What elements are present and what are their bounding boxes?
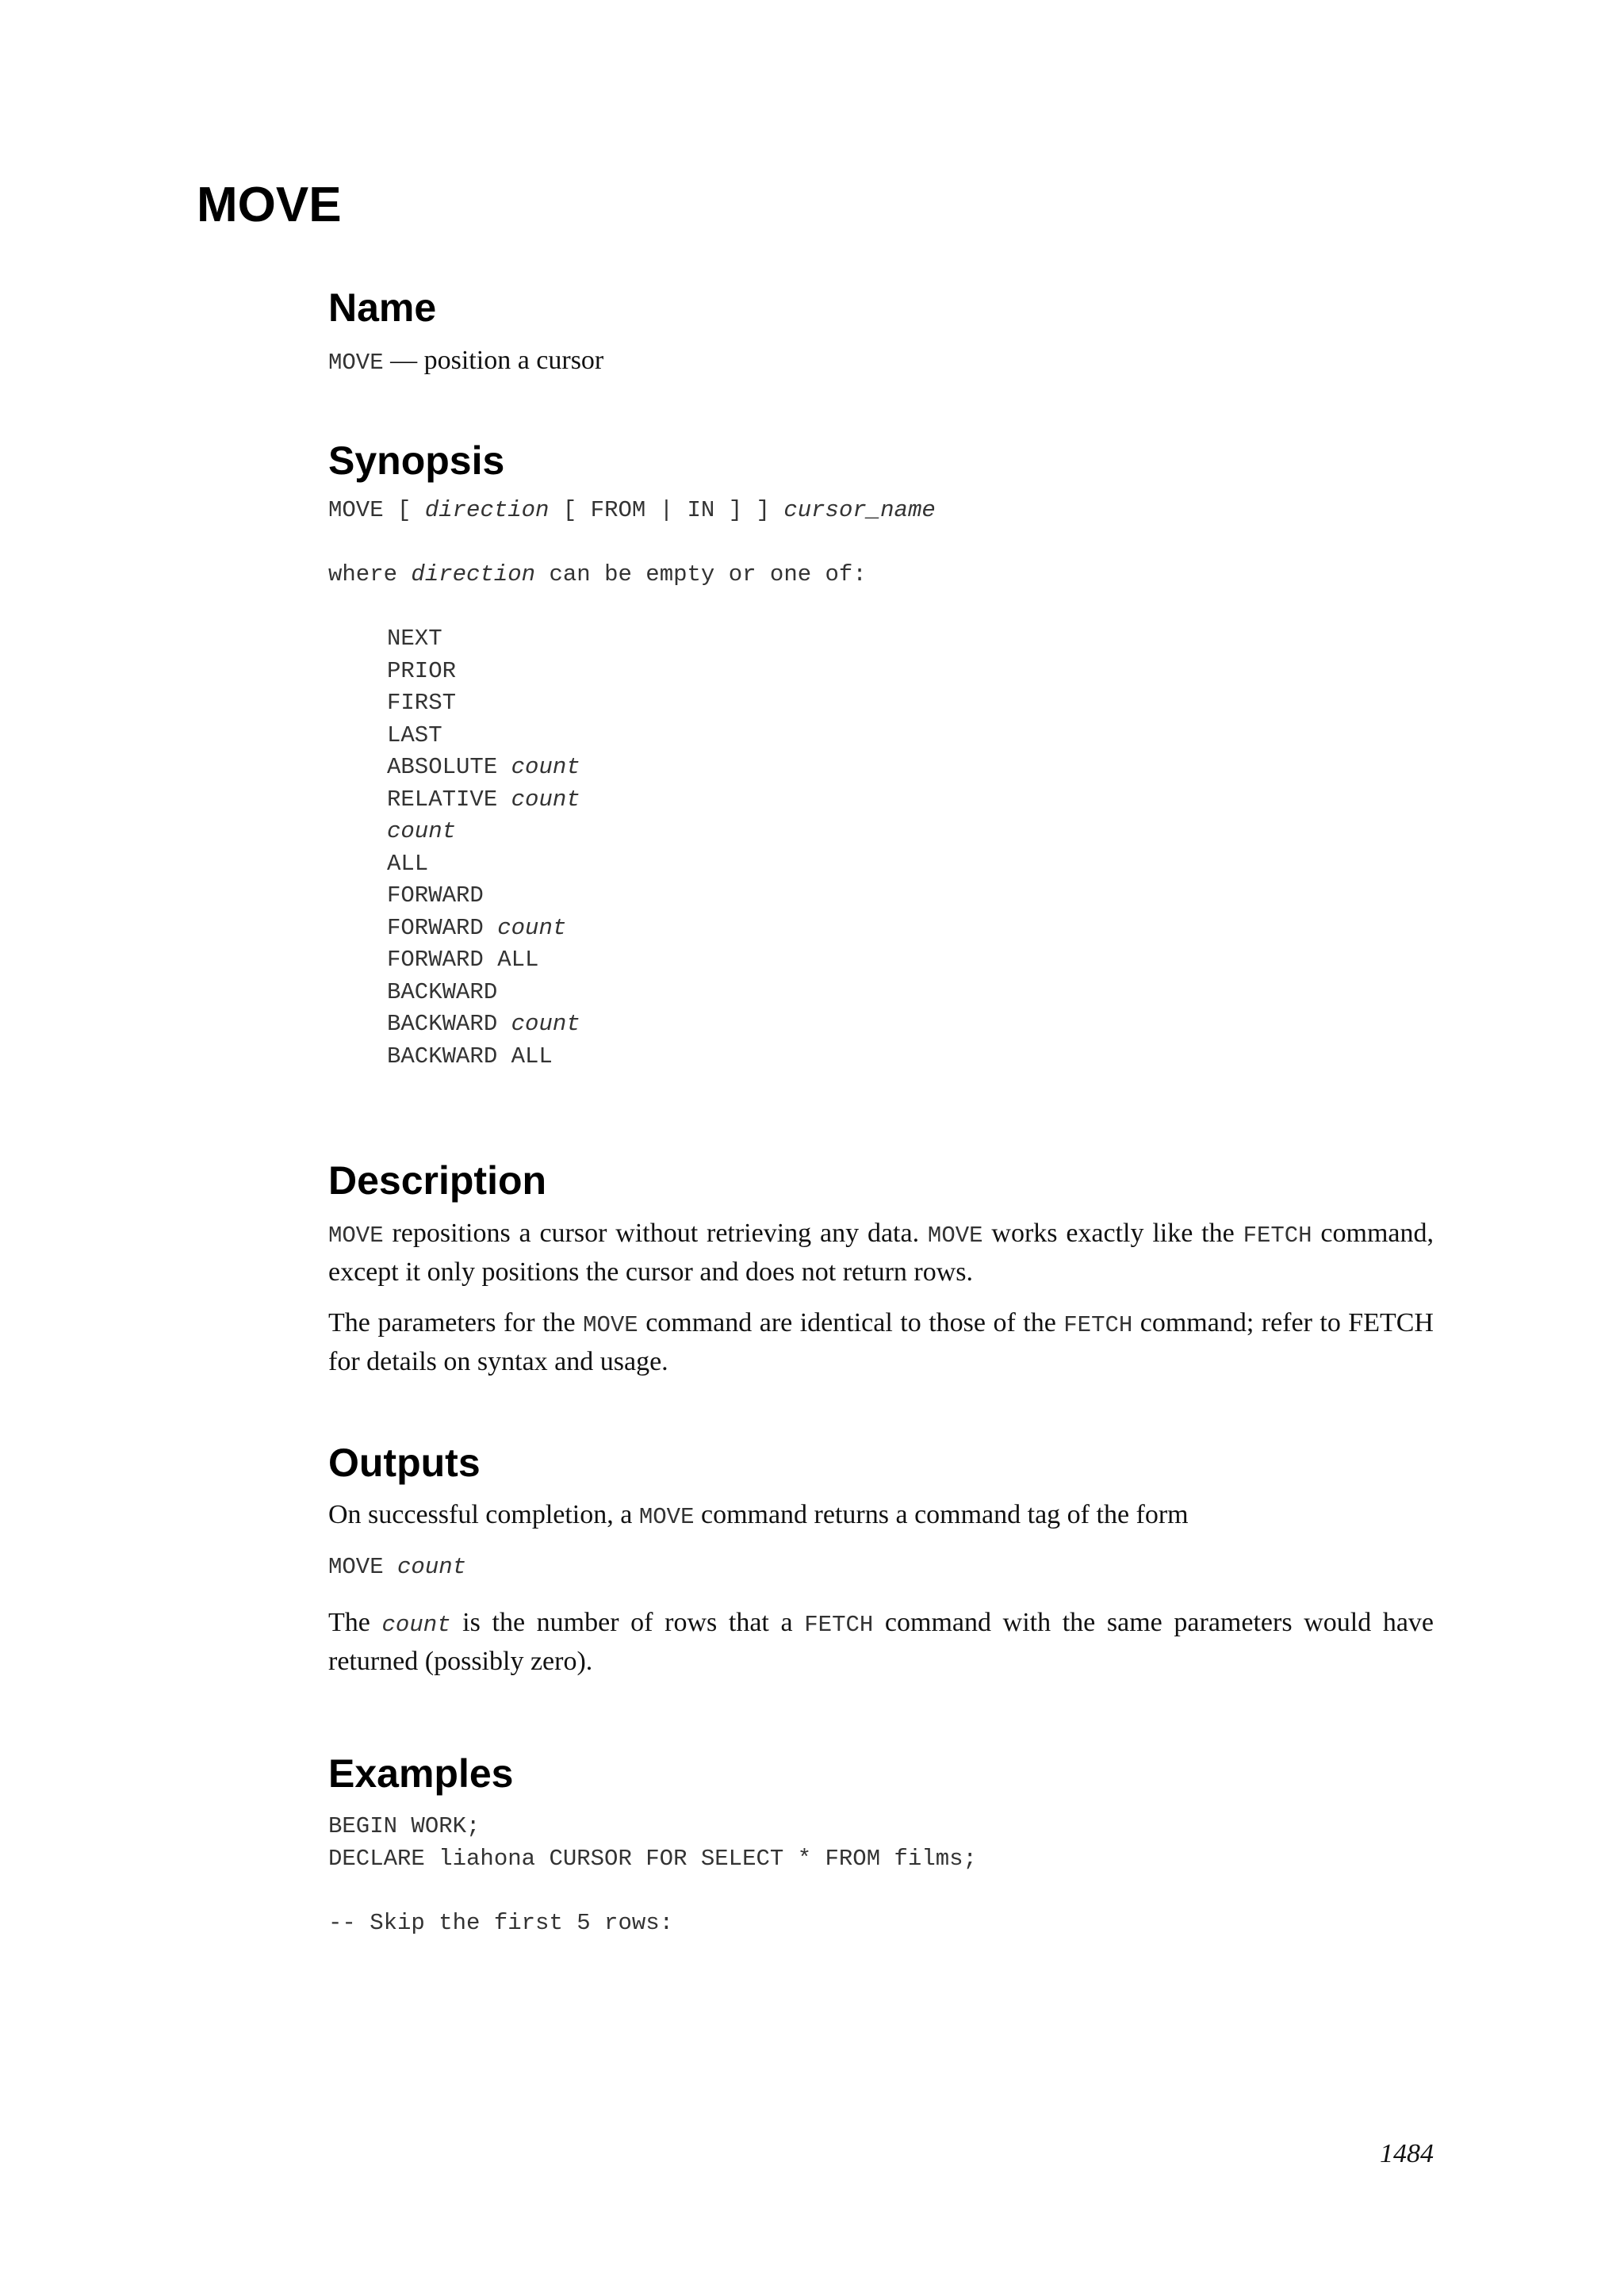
direction-option bbox=[387, 784, 1434, 817]
placeholder-text: direction bbox=[424, 497, 550, 523]
placeholder-text: count bbox=[511, 754, 580, 780]
outputs-section bbox=[328, 1441, 1434, 1680]
inline-code: count bbox=[381, 1611, 451, 1638]
code-text: BACKWARD bbox=[387, 978, 498, 1005]
name-section bbox=[328, 285, 1434, 381]
direction-option bbox=[387, 752, 1434, 784]
prose-text: command, except it only positions the cursor and does not return rows. bbox=[328, 1218, 1434, 1287]
synopsis-syntax bbox=[328, 495, 1434, 527]
code-text: NEXT bbox=[387, 626, 442, 652]
code-text: FIRST bbox=[387, 690, 457, 716]
inline-code: FETCH bbox=[804, 1611, 874, 1638]
prose-text: command with the same parameters would have returned (possibly zero). bbox=[328, 1607, 1434, 1676]
description-section bbox=[328, 1158, 1434, 1380]
code-text: BACKWARD ALL bbox=[387, 1043, 553, 1070]
direction-option bbox=[387, 848, 1434, 881]
prose-text: works exactly like the bbox=[982, 1218, 1243, 1248]
placeholder-text: count bbox=[511, 786, 580, 813]
code-text: [ FROM | IN ] ] bbox=[549, 497, 784, 523]
direction-option bbox=[387, 816, 1434, 848]
direction-option bbox=[387, 623, 1434, 656]
prose-text: On successful completion, a bbox=[328, 1500, 639, 1529]
direction-list bbox=[328, 623, 1434, 1073]
examples-section bbox=[328, 1751, 1434, 1940]
code-line: DECLARE liahona CURSOR FOR SELECT * FROM films; bbox=[328, 1845, 977, 1872]
placeholder-text: count bbox=[397, 1554, 467, 1580]
code-text: MOVE [ bbox=[328, 497, 425, 523]
prose-text: repositions a cursor without retrieving any data. bbox=[383, 1218, 928, 1248]
direction-option bbox=[387, 1008, 1434, 1041]
name-heading: Name bbox=[328, 285, 437, 330]
synopsis-block bbox=[328, 495, 1434, 1073]
code-text: ABSOLUTE bbox=[387, 754, 511, 780]
direction-option bbox=[387, 720, 1434, 752]
outputs-heading: Outputs bbox=[328, 1440, 481, 1485]
command-tag-block bbox=[328, 1552, 1434, 1584]
placeholder-text: direction bbox=[411, 561, 536, 587]
inline-code: FETCH bbox=[1063, 1311, 1133, 1338]
code-text: MOVE bbox=[328, 1554, 398, 1580]
code-text: PRIOR bbox=[387, 657, 457, 684]
prose-text: The parameters for the bbox=[328, 1307, 584, 1337]
code-line: BEGIN WORK; bbox=[328, 1813, 481, 1839]
code-text: LAST bbox=[387, 721, 442, 748]
command-purpose: — position a cursor bbox=[383, 345, 604, 375]
inline-code: MOVE bbox=[927, 1222, 983, 1249]
inline-code: MOVE bbox=[638, 1504, 695, 1530]
prose-text: is the number of rows that a bbox=[450, 1607, 805, 1637]
direction-option bbox=[387, 1041, 1434, 1073]
examples-heading: Examples bbox=[328, 1751, 514, 1796]
direction-option bbox=[387, 944, 1434, 977]
prose-text: command returns a command tag of the form bbox=[694, 1500, 1189, 1529]
synopsis-section bbox=[328, 438, 1434, 1073]
direction-option bbox=[387, 880, 1434, 913]
inline-code: MOVE bbox=[328, 1222, 384, 1249]
placeholder-text: count bbox=[511, 1011, 580, 1037]
prose-text: command are identical to those of the bbox=[638, 1307, 1064, 1337]
synopsis-heading: Synopsis bbox=[328, 438, 505, 483]
prose-text: command; refer to FETCH for details on syntax and usage. bbox=[328, 1307, 1434, 1376]
direction-option bbox=[387, 687, 1434, 720]
synopsis-where-line bbox=[328, 559, 1434, 591]
code-text: FORWARD bbox=[387, 882, 484, 909]
code-text: where bbox=[328, 561, 412, 587]
page-title: MOVE bbox=[197, 178, 342, 232]
description-heading: Description bbox=[328, 1158, 547, 1203]
direction-option bbox=[387, 977, 1434, 1009]
inline-code: FETCH bbox=[1243, 1222, 1312, 1249]
placeholder-text: count bbox=[387, 818, 457, 844]
prose-text: The bbox=[328, 1607, 382, 1637]
code-line: -- Skip the first 5 rows: bbox=[328, 1909, 674, 1936]
command-name: MOVE bbox=[328, 349, 384, 376]
placeholder-text: count bbox=[497, 914, 567, 941]
page-number: 1484 bbox=[1380, 2139, 1434, 2168]
main-content bbox=[328, 285, 1434, 1939]
code-text: ALL bbox=[387, 850, 429, 877]
code-line bbox=[328, 1875, 1434, 1908]
description-paragraph bbox=[328, 1305, 1434, 1380]
inline-code: MOVE bbox=[583, 1311, 638, 1338]
direction-option bbox=[387, 913, 1434, 945]
code-text: FORWARD bbox=[387, 914, 498, 941]
code-text: can be empty or one of: bbox=[535, 561, 867, 587]
outputs-intro bbox=[328, 1497, 1434, 1536]
example-code-block bbox=[328, 1811, 1434, 1939]
direction-option bbox=[387, 656, 1434, 688]
code-text: FORWARD ALL bbox=[387, 947, 539, 973]
name-line bbox=[328, 342, 1434, 381]
code-text: RELATIVE bbox=[387, 786, 511, 813]
code-text: BACKWARD bbox=[387, 1011, 511, 1037]
placeholder-text: cursor_name bbox=[783, 497, 936, 523]
outputs-explanation bbox=[328, 1605, 1434, 1680]
description-paragraph bbox=[328, 1215, 1434, 1291]
